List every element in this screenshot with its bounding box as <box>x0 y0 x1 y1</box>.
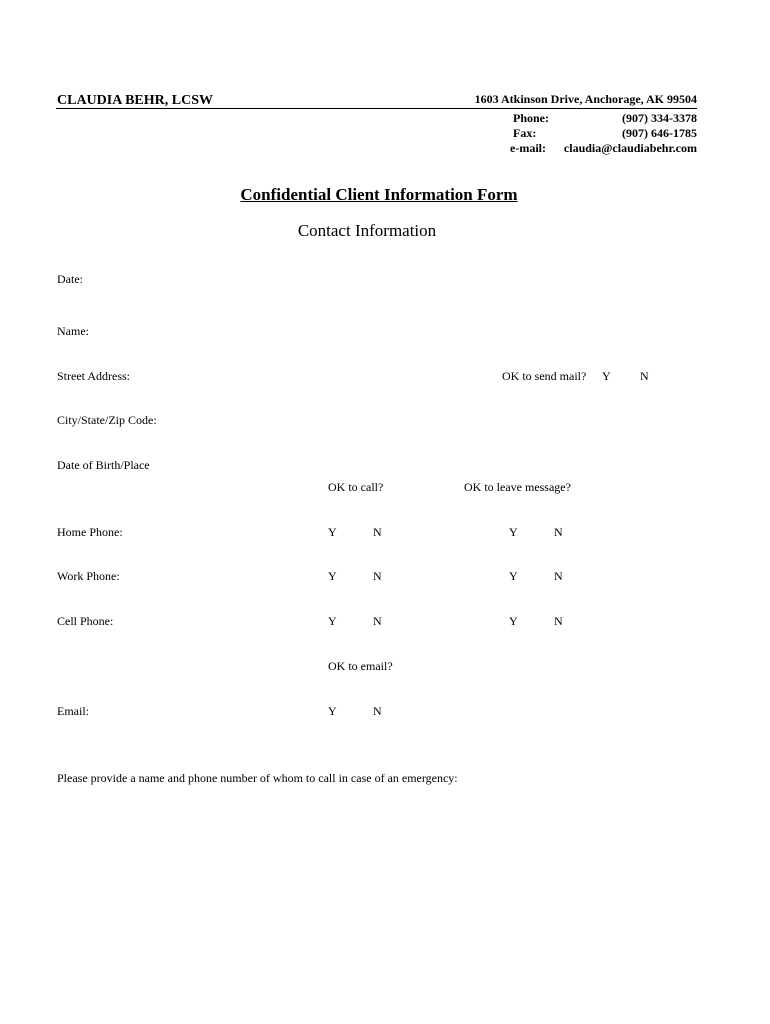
name-label: Name: <box>57 324 89 338</box>
phone-label: Phone: <box>513 111 549 125</box>
home-phone-label: Home Phone: <box>57 525 123 539</box>
fax-value: (907) 646-1785 <box>622 126 697 140</box>
work-call-yes-option[interactable]: Y <box>328 569 337 583</box>
ok-to-call-header: OK to call? <box>328 480 384 494</box>
dob-place-label: Date of Birth/Place <box>57 458 150 472</box>
mail-yes-option[interactable]: Y <box>602 369 611 383</box>
email-no-option[interactable]: N <box>373 704 382 718</box>
practice-address: 1603 Atkinson Drive, Anchorage, AK 99504 <box>474 92 697 106</box>
email-contact-label: e-mail: <box>510 141 546 155</box>
email-label: Email: <box>57 704 89 718</box>
cell-message-yes-option[interactable]: Y <box>509 614 518 628</box>
cell-phone-label: Cell Phone: <box>57 614 114 628</box>
emergency-contact-prompt: Please provide a name and phone number of whom to call in case of an emergency: <box>57 771 458 785</box>
work-phone-label: Work Phone: <box>57 569 120 583</box>
home-message-no-option[interactable]: N <box>554 525 563 539</box>
date-label: Date: <box>57 272 83 286</box>
mail-no-option[interactable]: N <box>640 369 649 383</box>
header-divider <box>56 108 697 109</box>
street-address-label: Street Address: <box>57 369 130 383</box>
city-state-zip-label: City/State/Zip Code: <box>57 413 157 427</box>
work-call-no-option[interactable]: N <box>373 569 382 583</box>
cell-call-no-option[interactable]: N <box>373 614 382 628</box>
cell-call-yes-option[interactable]: Y <box>328 614 337 628</box>
cell-message-no-option[interactable]: N <box>554 614 563 628</box>
work-message-no-option[interactable]: N <box>554 569 563 583</box>
work-message-yes-option[interactable]: Y <box>509 569 518 583</box>
phone-value: (907) 334-3378 <box>622 111 697 125</box>
email-contact-value: claudia@claudiabehr.com <box>563 141 697 155</box>
email-yes-option[interactable]: Y <box>328 704 337 718</box>
home-call-yes-option[interactable]: Y <box>328 525 337 539</box>
practitioner-name: CLAUDIA BEHR, LCSW <box>57 93 213 108</box>
fax-label: Fax: <box>513 126 537 140</box>
ok-leave-message-header: OK to leave message? <box>464 480 571 494</box>
ok-send-mail-label: OK to send mail? <box>502 369 587 383</box>
home-call-no-option[interactable]: N <box>373 525 382 539</box>
form-title: Confidential Client Information Form <box>240 185 518 204</box>
home-message-yes-option[interactable]: Y <box>509 525 518 539</box>
section-title: Contact Information <box>297 221 437 240</box>
ok-to-email-header: OK to email? <box>328 659 393 673</box>
